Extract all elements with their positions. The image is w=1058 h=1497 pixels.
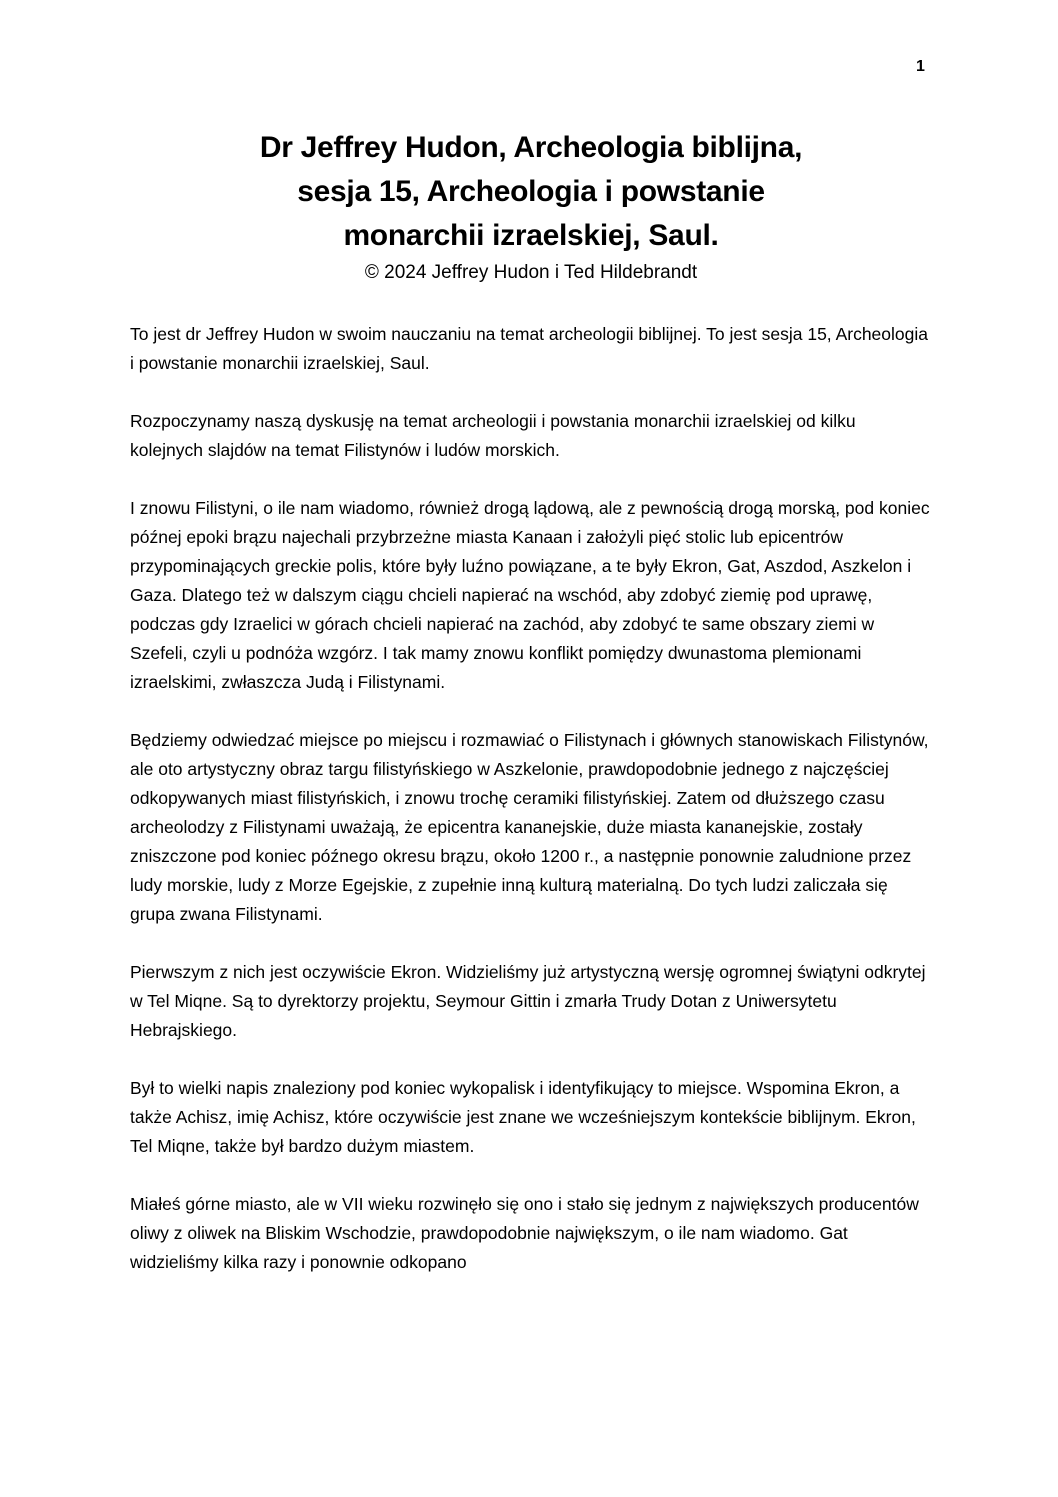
paragraph-6: Był to wielki napis znaleziony pod koniec wykopalisk i identyfikujący to miejsce. Wspomina Ekron, a także Achisz, imię Achisz, które oczywiście jest znane we wcześniejszym kontekście biblijnym. Ekron, Tel Miqne, także był bardzo dużym miastem. [130, 1078, 916, 1156]
paragraph-7: Miałeś górne miasto, ale w VII wieku rozwinęło się ono i stało się jednym z największych producentów oliwy z oliwek na Bliskim Wschodzie, prawdopodobnie największym, o ile nam wiadomo. Gat widzieliśmy kilka razy i ponownie odkopano [130, 1194, 919, 1272]
document-title [130, 126, 932, 258]
title-line-3: monarchii izraelskiej, Saul. [343, 219, 719, 252]
paragraph-1: To jest dr Jeffrey Hudon w swoim nauczaniu na temat archeologii biblijnej. To jest sesja 15, Archeologia i powstanie monarchii izraelskiej, Saul. [130, 324, 928, 373]
copyright-line: © 2024 Jeffrey Hudon i Ted Hildebrandt [364, 262, 698, 283]
paragraph-5: Pierwszym z nich jest oczywiście Ekron. Widzieliśmy już artystyczną wersję ogromnej świątyni odkrytej w Tel Miqne. Są to dyrektorzy projektu, Seymour Gittin i zmarła Trudy Dotan z Uniwersytetu Hebrajskiego. [130, 962, 926, 1040]
paragraph-2: Rozpoczynamy naszą dyskusję na temat archeologii i powstania monarchii izraelskiej od kilku kolejnych slajdów na temat Filistynów i ludów morskich. [130, 411, 856, 460]
paragraph-3: I znowu Filistyni, o ile nam wiadomo, również drogą lądową, ale z pewnością drogą morską, pod koniec późnej epoki brązu najechali przybrzeżne miasta Kanaan i założyli pięć stolic lub epicentrów przypominających greckie polis, które były luźno powiązane, a te były Ekron, Gat, Aszdod, Aszkelon i Gaza. Dlatego też w dalszym ciągu chcieli napierać na wschód, aby zdobyć ziemię pod uprawę, podczas gdy Izraelici w górach chcieli napierać na zachód, aby zdobyć te same obszary ziemi w Szefeli, czyli u podnóża wzgórz. I tak mamy znowu konflikt pomiędzy dwunastoma plemionami izraelskimi, zwłaszcza Judą i Filistynami. [130, 498, 930, 692]
title-line-1: Dr Jeffrey Hudon, Archeologia biblijna, [259, 131, 803, 164]
document-body [130, 320, 932, 1277]
page-content [130, 126, 932, 1306]
title-line-2: sesja 15, Archeologia i powstanie [297, 175, 765, 208]
page-number: 1 [916, 58, 925, 75]
paragraph-4: Będziemy odwiedzać miejsce po miejscu i rozmawiać o Filistynach i głównych stanowiskach Filistynów, ale oto artystyczny obraz targu filistyńskiego w Aszkelonie, prawdopodobnie jednego z najczęściej odkopywanych miast filistyńskich, i znowu trochę ceramiki filistyńskiej. Zatem od dłuższego czasu archeolodzy z Filistynami uważają, że epicentra kananejskie, duże miasta kananejskie, zostały zniszczone pod koniec późnego okresu brązu, około 1200 r., a następnie ponownie zaludnione przez ludy morskie, ludy z Morze Egejskie, z zupełnie inną kulturą materialną. Do tych ludzi zaliczała się grupa zwana Filistynami. [130, 730, 929, 924]
